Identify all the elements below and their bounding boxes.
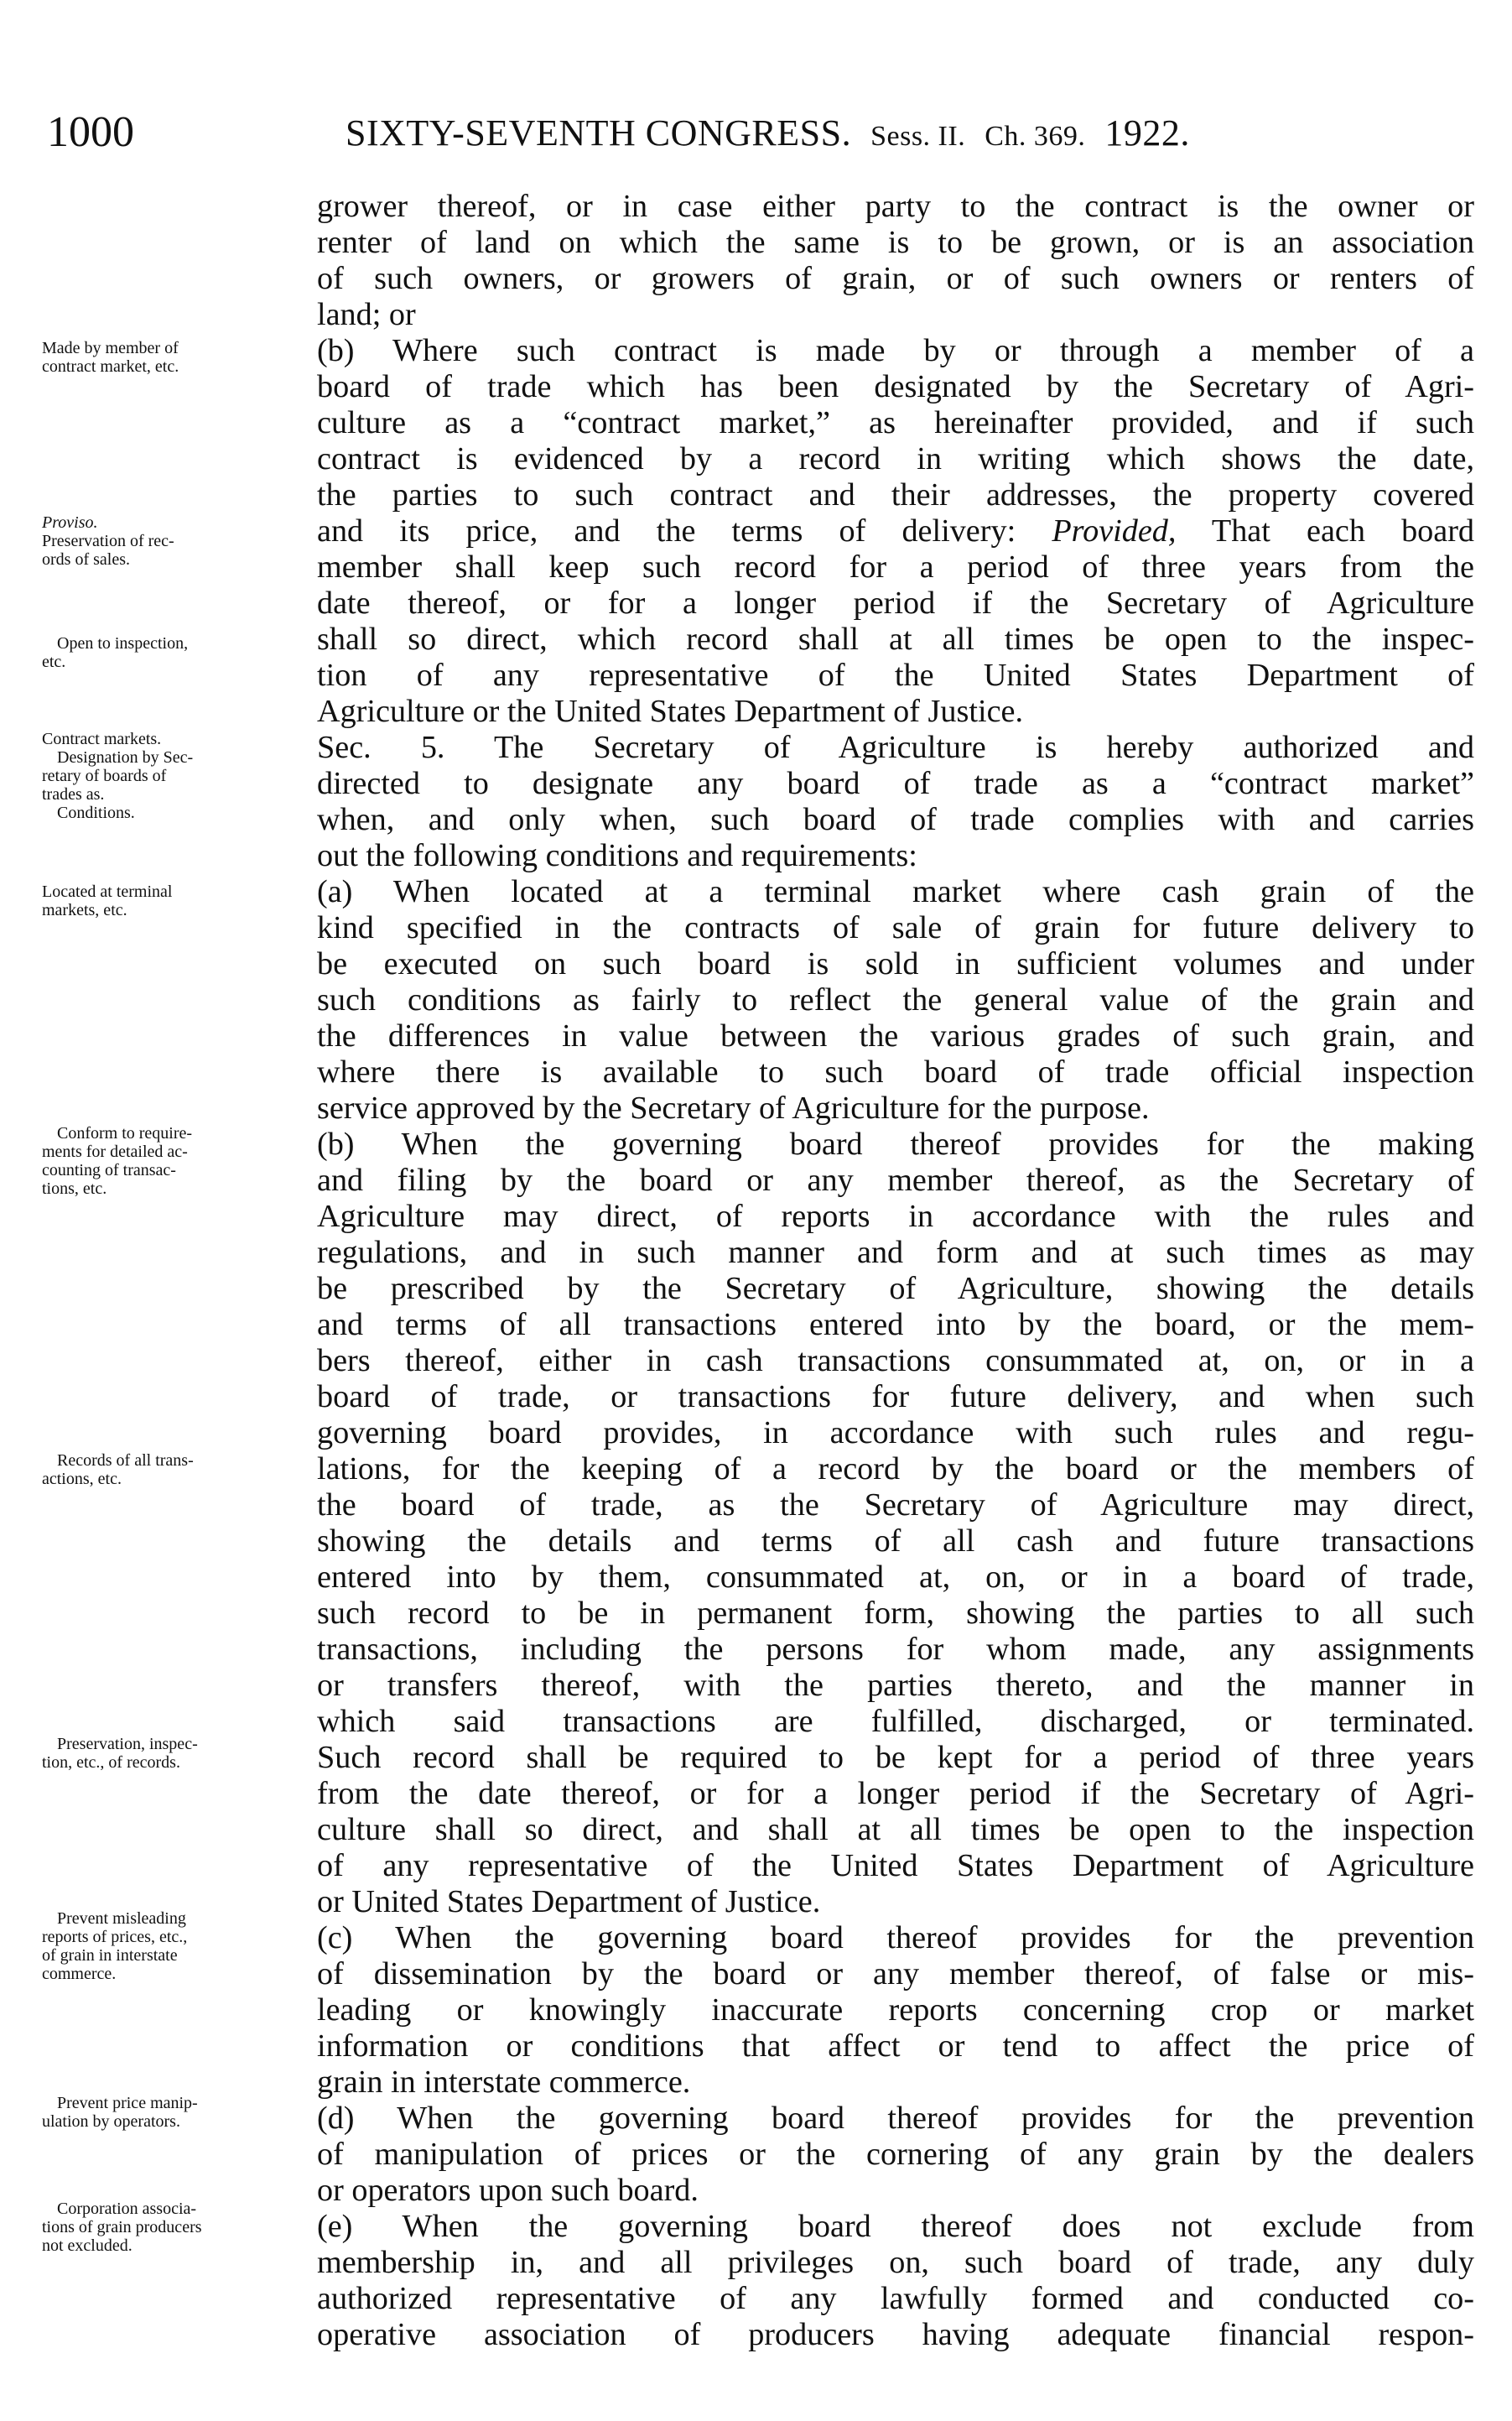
body-line: of manipulation of prices or the cornering of any grain by the dealers (317, 2137, 1474, 2172)
margin-note-line: tion, etc., of records. (42, 1753, 180, 1772)
body-line: (c) When the governing board thereof provides for the prevention (317, 1920, 1474, 1955)
body-line: governing board provides, in accordance with such rules and regu- (317, 1415, 1474, 1450)
margin-note-corporation-associations (42, 2200, 319, 2255)
body-line: showing the details and terms of all cash and future transactions (317, 1523, 1474, 1559)
margin-note-line: Open to inspection, (57, 634, 189, 653)
congress-title: SIXTY-SEVENTH CONGRESS. (346, 112, 852, 154)
body-line: Agriculture or the United States Department of Justice. (317, 694, 1024, 729)
margin-note-line: ords of sales. (42, 550, 130, 569)
body-line: of such owners, or growers of grain, or of such owners or renters of (317, 261, 1474, 296)
body-line: from the date thereof, or for a longer period if the Secretary of Agri- (317, 1776, 1474, 1811)
body-line: (d) When the governing board thereof provides for the prevention (317, 2101, 1474, 2136)
body-line: renter of land on which the same is to be grown, or is an association (317, 225, 1474, 260)
margin-note-line: Records of all trans- (57, 1451, 194, 1470)
margin-note-line: Corporation associa- (57, 2200, 197, 2218)
margin-note-line: reports of prices, etc., (42, 1928, 188, 1946)
margin-note-line: actions, etc. (42, 1470, 122, 1488)
margin-note-prevent-manipulation (42, 2094, 319, 2131)
body-line: (b) Where such contract is made by or through a member of a (317, 333, 1474, 368)
margin-note-line: Preservation, inspec- (57, 1735, 198, 1753)
body-line: tion of any representative of the United States Department of (317, 658, 1474, 693)
margin-note-located-terminal (42, 882, 319, 919)
margin-note-conform-requirements (42, 1124, 319, 1198)
body-line: information or conditions that affect or tend to affect the price of (317, 2028, 1474, 2064)
body-line: land; or (317, 297, 416, 332)
body-line: out the following conditions and requirements: (317, 838, 917, 873)
margin-note-line: etc. (42, 653, 66, 671)
margin-note-line: ulation by operators. (42, 2112, 180, 2131)
margin-note-line: Contract markets. (42, 730, 162, 748)
margin-note-line: ments for detailed ac- (42, 1143, 188, 1161)
body-line: and filing by the board or any member thereof, as the Secretary of (317, 1163, 1474, 1198)
margin-note-line: Located at terminal (42, 882, 173, 901)
body-line: which said transactions are fulfilled, discharged, or terminated. (317, 1704, 1474, 1739)
running-head (346, 111, 1190, 159)
margin-note-line: Prevent price manip- (57, 2094, 198, 2112)
body-line: grain in interstate commerce. (317, 2064, 691, 2100)
body-line: the parties to such contract and their addresses, the property covered (317, 477, 1474, 513)
body-line: membership in, and all privileges on, such board of trade, any duly (317, 2245, 1474, 2280)
margin-note-line: commerce. (42, 1965, 117, 1983)
body-line: grower thereof, or in case either party to the contract is the owner or (317, 189, 1474, 224)
margin-note-made-by-member (42, 339, 319, 376)
body-line: of any representative of the United States Department of Agriculture (317, 1848, 1474, 1883)
body-line: shall so direct, which record shall at all times be open to the inspec- (317, 622, 1474, 657)
body-line: board of trade, or transactions for future delivery, and when such (317, 1379, 1474, 1414)
body-line-segment: and its price, and the terms of delivery: (317, 513, 1016, 549)
body-line: when, and only when, such board of trade complies with and carries (317, 802, 1474, 837)
margin-note-line: contract market, etc. (42, 357, 179, 376)
margin-note-line: Conditions. (57, 804, 135, 822)
margin-note-line: trades as. (42, 785, 105, 804)
body-line: and terms of all transactions entered into by the board, or the mem- (317, 1307, 1474, 1342)
body-line: board of trade which has been designated by the Secretary of Agri- (317, 369, 1474, 404)
margin-note-line: retary of boards of (42, 767, 167, 785)
body-line: contract is evidenced by a record in writing which shows the date, (317, 441, 1474, 476)
body-line-section-5: Sec. 5. The Secretary of Agriculture is hereby authorized and (317, 730, 1474, 765)
margin-note-prevent-misleading (42, 1909, 319, 1983)
body-line: transactions, including the persons for whom made, any assignments (317, 1632, 1474, 1667)
body-line: (b) When the governing board thereof provides for the making (317, 1127, 1474, 1162)
chapter-label: Ch. 369. (985, 121, 1086, 152)
body-line-proviso (317, 513, 1474, 549)
body-line: or transfers thereof, with the parties thereto, and the manner in (317, 1668, 1474, 1703)
body-line: entered into by them, consummated at, on, or in a board of trade, (317, 1559, 1474, 1595)
body-line: culture as a “contract market,” as hereinafter provided, and if such (317, 405, 1474, 440)
margin-note-line: Prevent misleading (57, 1909, 186, 1928)
margin-note-open-to-inspection (42, 634, 319, 671)
margin-note-preservation-records (42, 1735, 319, 1772)
body-line: such record to be in permanent form, showing the parties to all such (317, 1596, 1474, 1631)
body-line: Agriculture may direct, of reports in accordance with the rules and (317, 1199, 1474, 1234)
page-number: 1000 (47, 108, 134, 156)
body-line: the board of trade, as the Secretary of Agriculture may direct, (317, 1487, 1474, 1523)
margin-note-line: Conform to require- (57, 1124, 193, 1143)
margin-note-records-transactions (42, 1451, 319, 1488)
body-line: (e) When the governing board thereof does not exclude from (317, 2209, 1474, 2244)
body-line: Such record shall be required to be kept for a period of three years (317, 1740, 1474, 1775)
body-line: be prescribed by the Secretary of Agriculture, showing the details (317, 1271, 1474, 1306)
margin-note-line: tions of grain producers (42, 2218, 202, 2236)
body-line: kind specified in the contracts of sale of grain for future delivery to (317, 910, 1474, 945)
margin-note-line: markets, etc. (42, 901, 127, 919)
body-line: of dissemination by the board or any member thereof, of false or mis- (317, 1956, 1474, 1991)
session-label: Sess. II. (870, 121, 966, 152)
body-line: directed to designate any board of trade as a “contract market” (317, 766, 1474, 801)
margin-note-line: Preservation of rec- (42, 532, 174, 550)
body-line: where there is available to such board of trade official inspection (317, 1054, 1474, 1090)
margin-note-proviso (42, 513, 319, 569)
body-line: regulations, and in such manner and form and at such times as may (317, 1235, 1474, 1270)
body-line: lations, for the keeping of a record by the board or the members of (317, 1451, 1474, 1486)
margin-note-line: Designation by Sec- (57, 748, 194, 767)
page-header (0, 107, 1512, 174)
margin-note-line: counting of transac- (42, 1161, 176, 1179)
body-line: or operators upon such board. (317, 2173, 699, 2208)
margin-note-line: not excluded. (42, 2236, 132, 2255)
body-line: culture shall so direct, and shall at all times be open to the inspection (317, 1812, 1474, 1847)
body-line: service approved by the Secretary of Agriculture for the purpose. (317, 1091, 1150, 1126)
body-line-segment: That each board (1211, 513, 1475, 549)
margin-note-line: Made by member of (42, 339, 179, 357)
body-line: authorized representative of any lawfully formed and conducted co- (317, 2281, 1474, 2316)
body-line: member shall keep such record for a period of three years from the (317, 549, 1474, 585)
body-line: the differences in value between the various grades of such grain, and (317, 1018, 1474, 1054)
body-line: or United States Department of Justice. (317, 1884, 821, 1919)
margin-note-line: of grain in interstate (42, 1946, 178, 1965)
body-line: date thereof, or for a longer period if the Secretary of Agriculture (317, 586, 1474, 621)
body-line: leading or knowingly inaccurate reports concerning crop or market (317, 1992, 1474, 2028)
body-line: such conditions as fairly to reflect the general value of the grain and (317, 982, 1474, 1018)
body-line: operative association of producers having adequate financial respon- (317, 2317, 1474, 2352)
margin-note-line: tions, etc. (42, 1179, 107, 1198)
margin-note-contract-markets (42, 730, 319, 822)
proviso-word: Provided, (1052, 513, 1177, 549)
margin-note-line: Proviso. (42, 513, 98, 532)
body-line: bers thereof, either in cash transactions consummated at, on, or in a (317, 1343, 1474, 1378)
body-line: be executed on such board is sold in sufficient volumes and under (317, 946, 1474, 981)
year-label: 1922. (1104, 112, 1190, 154)
body-line: (a) When located at a terminal market where cash grain of the (317, 874, 1474, 909)
